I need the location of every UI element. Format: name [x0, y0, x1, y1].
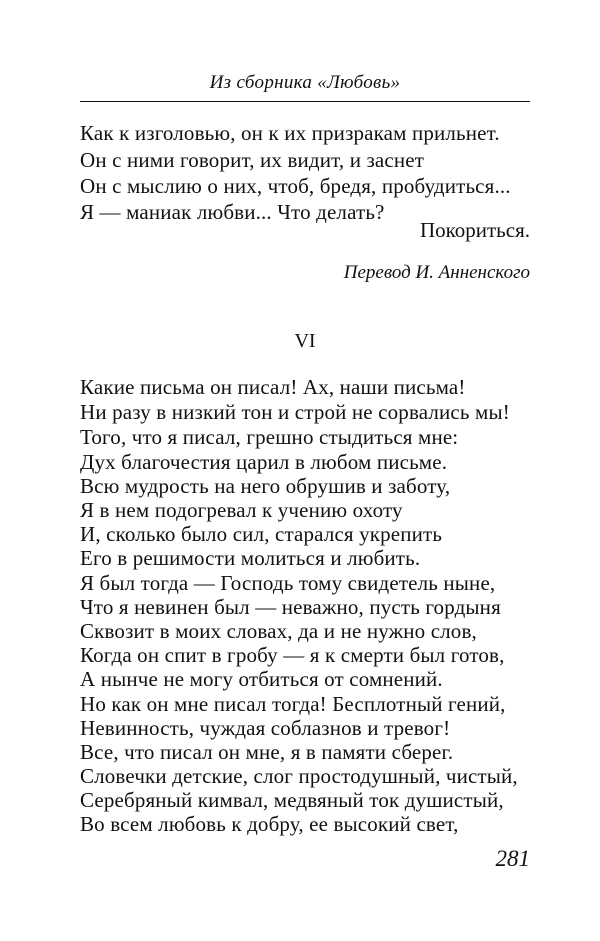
- verse-line: Какие письма он писал! Ах, наши письма!: [80, 375, 466, 399]
- verse-line: Что я невинен был — неважно, пусть гордыня: [80, 595, 501, 619]
- verse-line: Я в нем подогревал к учению охоту: [80, 498, 403, 522]
- verse-line: Но как он мне писал тогда! Бесплотный гений,: [80, 692, 506, 716]
- verse-line: Дух благочестия царил в любом письме.: [80, 450, 448, 474]
- verse-line: Того, что я писал, грешно стыдиться мне:: [80, 425, 459, 449]
- verse-line: Серебряный кимвал, медвяный ток душистый,: [80, 788, 504, 812]
- verse-line: Всю мудрость на него обрушив и заботу,: [80, 474, 451, 498]
- verse-line: А нынче не могу отбиться от сомнений.: [80, 667, 443, 691]
- header-rule: [80, 101, 530, 102]
- running-head: Из сборника «Любовь»: [209, 72, 401, 93]
- verse-line: Его в решимости молиться и любить.: [80, 546, 421, 570]
- verse-line: Я был тогда — Господь тому свидетель ныне,: [80, 571, 496, 595]
- verse-line: Когда он спит в гробу — я к смерти был готов,: [80, 643, 505, 667]
- verse-line: Во всем любовь к добру, ее высокий свет,: [80, 812, 459, 836]
- verse-line: Я — маниак любви... Что делать?: [80, 200, 385, 224]
- verse-line: Все, что писал он мне, я в памяти сберег.: [80, 740, 454, 764]
- section-number: VI: [294, 330, 316, 352]
- verse-line: Ни разу в низкий тон и строй не сорвались мы!: [80, 400, 510, 424]
- verse-line: И, сколько было сил, старался укрепить: [80, 522, 443, 546]
- verse-line: Он с мыслию о них, чтоб, бредя, пробудиться...: [80, 174, 511, 198]
- page-number: 281: [495, 846, 530, 871]
- translator-credit: Перевод И. Анненского: [343, 262, 530, 283]
- verse-line-tail: Покориться.: [419, 218, 530, 242]
- verse-line: Как к изголовью, он к их призракам прильнет.: [80, 121, 500, 145]
- verse-line: Сквозит в моих словах, да и не нужно слов,: [80, 619, 477, 643]
- verse-line: Он с ними говорит, их видит, и заснет: [80, 148, 425, 172]
- verse-line: Невинность, чуждая соблазнов и тревог!: [80, 716, 451, 740]
- verse-line: Словечки детские, слог простодушный, чистый,: [80, 764, 518, 788]
